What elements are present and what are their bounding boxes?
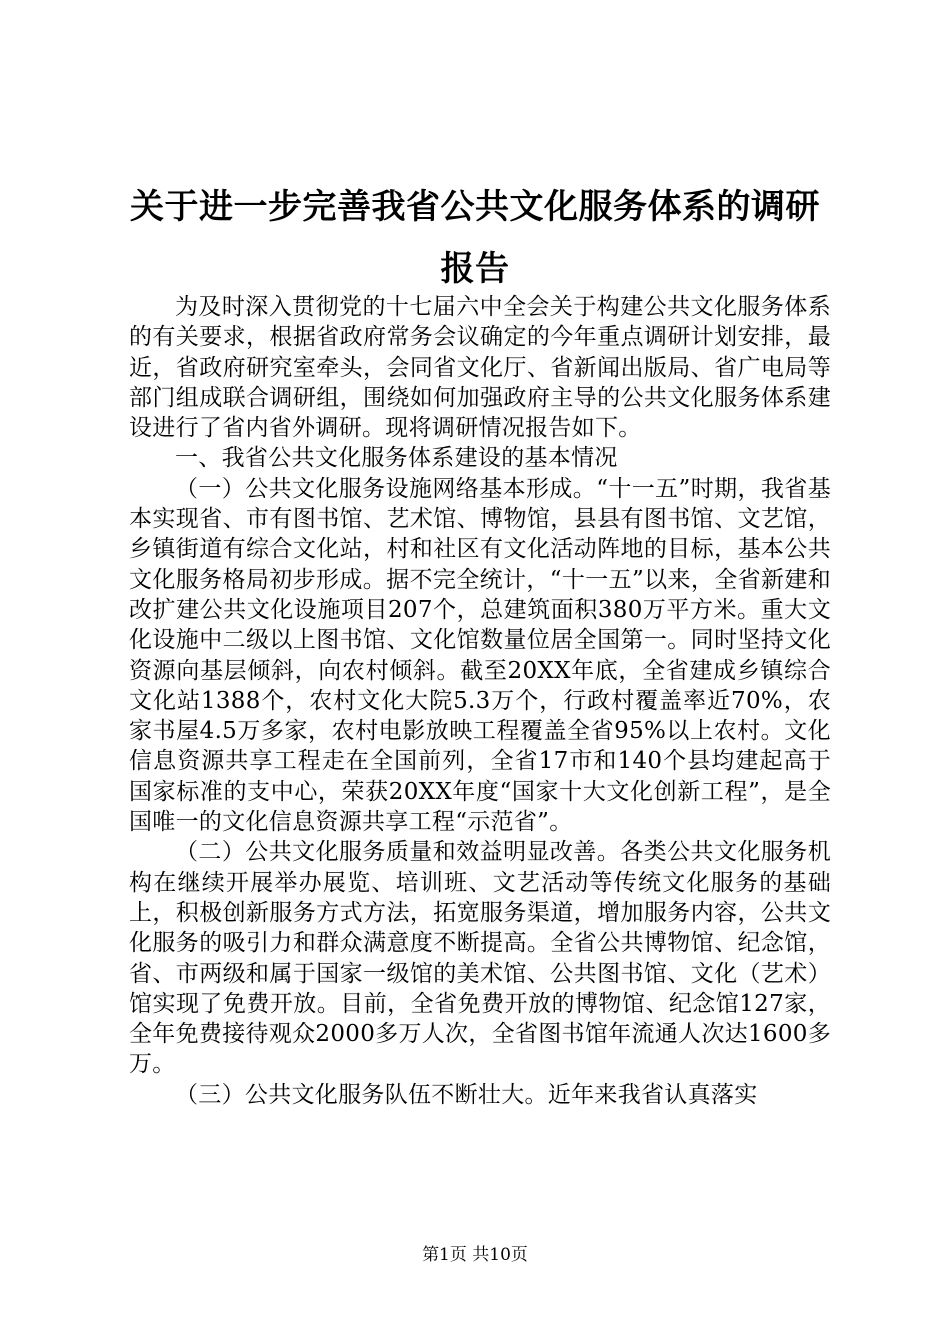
document-title xyxy=(110,176,840,300)
body-paragraph: （三）公共文化服务队伍不断壮大。近年来我省认真落实 xyxy=(175,1081,758,1108)
section-heading: 一、我省公共文化服务体系建设的基本情况 xyxy=(175,445,618,472)
body-paragraph: （一）公共文化服务设施网络基本形成。“十一五”时期，我省基本实现省、市有图书馆、艺术馆、博物馆，县县有图书馆、文艺馆，乡镇街道有综合文化站，村和社区有文化活动阵地的目标，基本公共文化服务格局初步形成。据不完全统计，“十一五”以来，全省新建和改扩建公共文化设施项目207个，总建筑面积380万平方米。重大文化设施中二级以上图书馆、文化馆数量位居全国第一。同时坚持文化资源向基层倾斜，向农村倾斜。截至20XX年底，全省建成乡镇综合文化站1388个，农村文化大院5.3万个，行政村覆盖率近70%，农家书屋4.5万多家，农村电影放映工程覆盖全省95%以上农村。文化信息资源共享工程走在全国前列，全省17市和140个县均建起高于国家标准的支中心，荣获20XX年度“国家十大文化创新工程”，是全国唯一的文化信息资源共享工程“示范省”。 xyxy=(129,475,831,836)
document-body xyxy=(129,292,831,1110)
intro-paragraph: 为及时深入贯彻党的十七届六中全会关于构建公共文化服务体系的有关要求，根据省政府常务会议确定的今年重点调研计划安排，最近，省政府研究室牵头，会同省文化厅、省新闻出版局、省广电局等部门组成联合调研组，围绕如何加强政府主导的公共文化服务体系建设进行了省内省外调研。现将调研情况报告如下。 xyxy=(129,294,831,442)
page-number-footer: 第1页 共10页 xyxy=(422,1245,528,1265)
title-line-2: 报告 xyxy=(440,249,510,289)
body-paragraph: （二）公共文化服务质量和效益明显改善。各类公共文化服务机构在继续开展举办展览、培训班、文艺活动等传统文化服务的基础上，积极创新服务方式方法，拓宽服务渠道，增加服务内容，公共文化服务的吸引力和群众满意度不断提高。全省公共博物馆、纪念馆，省、市两级和属于国家一级馆的美术馆、公共图书馆、文化（艺术）馆实现了免费开放。目前，全省免费开放的博物馆、纪念馆127家，全年免费接待观众2000多万人次，全省图书馆年流通人次达1600多万。 xyxy=(129,839,831,1078)
title-line-1: 关于进一步完善我省公共文化服务体系的调研 xyxy=(130,187,820,227)
